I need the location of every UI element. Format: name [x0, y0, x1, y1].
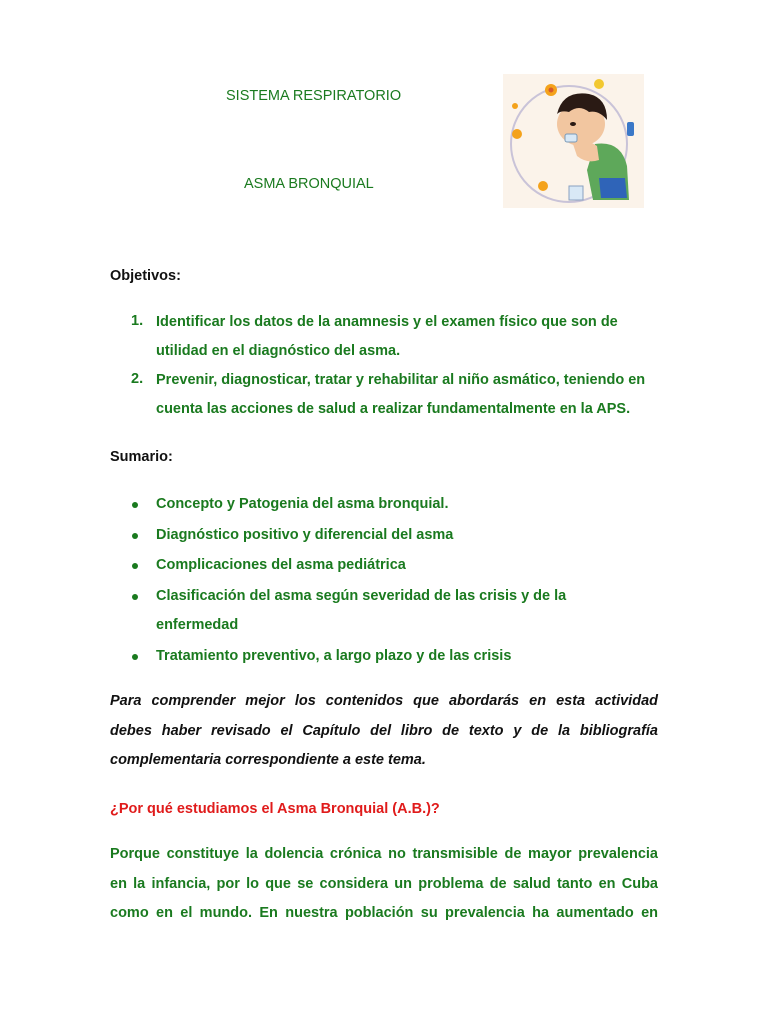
list-item-text: Tratamiento preventivo, a largo plazo y de las crisis: [156, 647, 512, 664]
intro-note: [110, 687, 658, 776]
paragraph-line: como en el mundo. En nuestra población su prevalencia ha aumentado en: [110, 905, 658, 921]
summary-item: [0, 582, 768, 642]
objective-item: [0, 310, 768, 368]
list-item-text: Diagnóstico positivo y diferencial del asma: [156, 526, 454, 543]
section-question: ¿Por qué estudiamos el Asma Bronquial (A.B.)?: [110, 801, 440, 817]
answer-paragraph: [110, 840, 658, 929]
document-title: SISTEMA RESPIRATORIO: [226, 88, 402, 104]
list-item-text: Identificar los datos de la anamnesis y el examen físico que son de: [156, 314, 618, 330]
objectives-label: Objetivos:: [110, 268, 181, 284]
objective-item: [0, 368, 768, 426]
bullet-icon: [132, 654, 138, 660]
summary-item: [0, 642, 768, 672]
list-item-text: Concepto y Patogenia del asma bronquial.: [156, 496, 449, 512]
bullet-icon: [132, 533, 138, 539]
list-item-text: utilidad en el diagnóstico del asma.: [156, 343, 401, 359]
list-number: 2.: [131, 371, 144, 387]
summary-list: [0, 490, 768, 672]
list-item-text: cuenta las acciones de salud a realizar fundamentalmente en la APS.: [156, 401, 631, 417]
summary-item: [0, 551, 768, 582]
illustration-graphic: [503, 74, 644, 208]
summary-item: [0, 521, 768, 552]
child-with-inhaler-illustration: [503, 74, 644, 208]
bullet-icon: [132, 502, 138, 508]
paragraph-line: Para comprender mejor los contenidos que abordarás en esta actividad: [110, 693, 658, 709]
summary-item: [0, 490, 768, 521]
list-item-text: enfermedad: [156, 616, 239, 633]
document-subtitle: ASMA BRONQUIAL: [244, 176, 374, 192]
paragraph-line: complementaria correspondiente a este tema.: [110, 752, 426, 768]
paragraph-line: Porque constituye la dolencia crónica no transmisible de mayor prevalencia: [110, 846, 658, 862]
objectives-list: [0, 310, 768, 426]
bullet-icon: [132, 563, 138, 569]
paragraph-line: en la infancia, por lo que se considera un problema de salud tanto en Cuba: [110, 875, 658, 892]
list-number: 1.: [131, 313, 144, 329]
list-item-text: Clasificación del asma según severidad de las crisis y de la: [156, 587, 567, 604]
paragraph-line: debes haber revisado el Capítulo del libro de texto y de la bibliografía: [110, 722, 658, 739]
bullet-icon: [132, 594, 138, 600]
list-item-text: Prevenir, diagnosticar, tratar y rehabilitar al niño asmático, teniendo en: [156, 372, 646, 388]
list-item-text: Complicaciones del asma pediátrica: [156, 557, 406, 573]
summary-label: Sumario:: [110, 449, 173, 465]
